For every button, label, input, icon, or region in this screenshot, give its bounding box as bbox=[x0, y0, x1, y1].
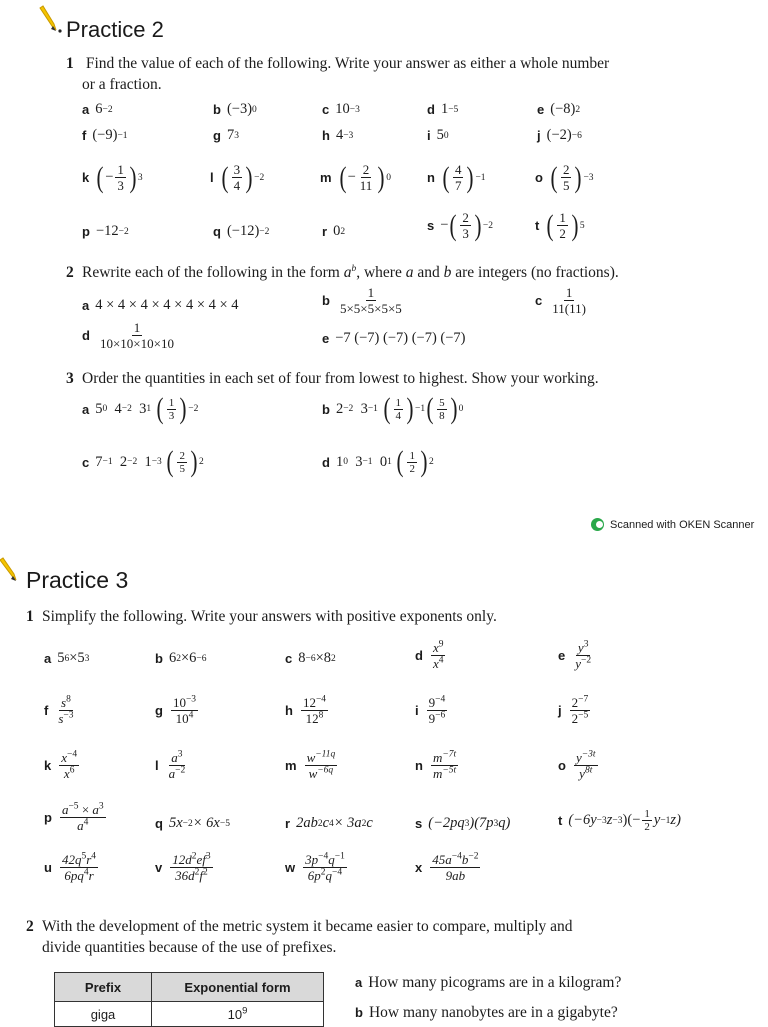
question-text: Simplify the following. Write your answers with positive exponents only. bbox=[42, 608, 497, 625]
p2-q3-item-b: b 2 −2 3 −1 ( $\frac{1}{4}$ ) −1 ( $\frac{5}{8}$ ) 0 bbox=[322, 392, 464, 425]
p2-q2-item-d: d $\frac{1}{10\times 10\times 10\times 10}$ bbox=[82, 320, 174, 351]
p2-q1-item-j: j (−2) −6 bbox=[537, 127, 582, 143]
p3-q2-sub-b: b How many nanobytes are in a gigabyte? bbox=[355, 1004, 618, 1021]
p3-q1-item-i: i $\frac{9^{-4}}{9^{-6}}$ bbox=[415, 694, 446, 726]
p2-q1-item-r: r 0 2 bbox=[322, 223, 346, 239]
p2-q2-item-c: c $\frac{1}{11(11)}$ bbox=[535, 285, 586, 316]
p3-question-1 bbox=[26, 606, 746, 627]
p2-q1-item-m: m ( − $\frac{2}{11}$ ) 0 bbox=[320, 160, 392, 194]
p3-q1-item-k: k $\frac{x^{-4}}{x^6}$ bbox=[44, 749, 78, 781]
p3-question-2 bbox=[26, 916, 746, 958]
scanner-logo-icon bbox=[591, 518, 604, 531]
p3-q1-item-b: b 6 2 × 6 −6 bbox=[155, 650, 207, 666]
practice-2-title: Practice 2 bbox=[66, 17, 164, 42]
p2-q3-item-c: c 7 −1 2 −2 1 −3 ( $\frac{2}{5}$ ) 2 bbox=[82, 445, 204, 478]
p2-q1-item-o: o ( $\frac{2}{5}$ ) −3 bbox=[535, 160, 594, 194]
p3-q1-item-o: o $\frac{y^{-3t}}{y^{8t}}$ bbox=[558, 749, 596, 781]
p2-q1-item-h: h 4 −3 bbox=[322, 127, 354, 143]
prefix-table bbox=[54, 972, 324, 1027]
p2-q1-item-n: n ( $\frac{4}{7}$ ) −1 bbox=[427, 160, 486, 194]
p3-q1-item-u: u $\frac{42q^5r^4}{6pq^4r}$ bbox=[44, 851, 97, 883]
question-text: With the development of the metric system it became easier to compare, multiply and bbox=[42, 918, 573, 935]
p3-q2-sub-a: a How many picograms are in a kilogram? bbox=[355, 974, 622, 991]
p2-q1-item-d: d 1 −5 bbox=[427, 101, 459, 117]
practice-3-title: Practice 3 bbox=[26, 567, 129, 593]
table-header: Prefix bbox=[55, 973, 152, 1002]
pencil-icon bbox=[36, 4, 62, 34]
question-number: 2 bbox=[66, 264, 74, 281]
question-number: 1 bbox=[66, 55, 74, 72]
pencil-icon bbox=[0, 554, 24, 584]
p2-q2-item-b: b $\frac{1}{5\times 5\times 5\times 5\times 5}$ bbox=[322, 285, 402, 316]
question-number: 3 bbox=[66, 370, 74, 387]
p2-question-1 bbox=[66, 53, 746, 95]
p3-q1-item-a: a 5 6 × 5 3 bbox=[44, 650, 90, 666]
table-header-row bbox=[55, 973, 324, 1002]
p3-q1-item-r: r 2ab 2 c 4 × 3a 2 c bbox=[285, 815, 373, 831]
p3-q1-item-p: p $\frac{a^{-5} \times a^3}{a^4}$ bbox=[44, 801, 104, 833]
question-number: 1 bbox=[26, 608, 34, 625]
p3-q1-item-x: x $\frac{45a^{-4}b^{-2}}{9ab}$ bbox=[415, 851, 479, 883]
p3-q1-item-q: q 5x −2 × 6x −5 bbox=[155, 815, 230, 831]
p3-q1-item-m: m $\frac{w^{-11q}}{w^{-6q}}$ bbox=[285, 749, 336, 781]
p2-q1-item-s: s − ( $\frac{2}{3}$ ) −2 bbox=[427, 208, 494, 242]
p2-question-2: 2 Rewrite each of the following in the form $a^b$, where a and b are integers (no fractions). bbox=[66, 263, 619, 281]
question-text-2: divide quantities because of the use of prefixes. bbox=[42, 939, 337, 956]
p2-q1-item-k: k ( − $\frac{1}{3}$ ) 3 bbox=[82, 160, 143, 194]
p3-q1-item-f: f $\frac{s^8}{s^{-3}}$ bbox=[44, 694, 74, 726]
p2-q3-item-d: d 1 0 3 −1 0 1 ( $\frac{1}{2}$ ) 2 bbox=[322, 445, 434, 478]
p2-q1-item-a: a 6 −2 bbox=[82, 101, 113, 117]
p3-q1-item-v: v $\frac{12d^2ef^3}{36d^2f^2}$ bbox=[155, 851, 211, 883]
p3-q1-item-w: w $\frac{3p^{-4}q^{-1}}{6p^2q^{-4}}$ bbox=[285, 851, 345, 883]
scanner-text: Scanned with OKEN Scanner bbox=[610, 518, 755, 531]
p2-q1-item-p: p −12 −2 bbox=[82, 223, 129, 239]
p3-q1-item-e: e $\frac{y^3}{y^{-2}}$ bbox=[558, 639, 592, 671]
p2-q1-item-i: i 5 0 bbox=[427, 127, 449, 143]
p2-q3-item-a: a 5 0 4 −2 3 1 ( $\frac{1}{3}$ ) −2 bbox=[82, 392, 199, 425]
p2-q1-item-q: q (−12) −2 bbox=[213, 223, 270, 239]
table-row bbox=[55, 1002, 324, 1027]
table-cell: giga bbox=[55, 1002, 152, 1027]
p2-q2-item-e: e −7 (−7) (−7) (−7) (−7) bbox=[322, 330, 466, 346]
table-header: Exponential form bbox=[152, 973, 324, 1002]
question-text: Find the value of each of the following. Write your answer as either a whole number bbox=[85, 55, 610, 72]
p2-q1-item-g: g 7 3 bbox=[213, 127, 239, 143]
p2-q1-item-e: e (−8) 2 bbox=[537, 101, 581, 117]
p2-q1-item-b: b (−3) 0 bbox=[213, 101, 257, 117]
p2-q1-item-c: c 10 −3 bbox=[322, 101, 360, 117]
scanner-watermark bbox=[591, 518, 754, 531]
p3-q1-item-t: t (−6y −3 z −3 )(− $\frac{1}{2}$ y −1 z) bbox=[558, 808, 681, 833]
p3-q1-item-g: g $\frac{10^{-3}}{10^4}$ bbox=[155, 694, 197, 726]
p2-q1-item-f: f (−9) −1 bbox=[82, 127, 128, 143]
question-text-2: or a fraction. bbox=[82, 76, 162, 93]
p3-q1-item-l: l $\frac{a^3}{a^{-2}}$ bbox=[155, 749, 186, 781]
p2-q1-item-l: l ( $\frac{3}{4}$ ) −2 bbox=[210, 160, 265, 194]
p3-q1-item-c: c 8 −6 × 8 2 bbox=[285, 650, 336, 666]
p3-q1-item-d: d $\frac{x^9}{x^4}$ bbox=[415, 639, 444, 671]
p2-q1-item-t: t ( $\frac{1}{2}$ ) 5 bbox=[535, 208, 585, 242]
p2-q2-item-a: a 4 × 4 × 4 × 4 × 4 × 4 × 4 bbox=[82, 297, 239, 313]
p3-q1-item-s: s (−2pq 3 )(7p 3 q) bbox=[415, 815, 511, 831]
question-text: Order the quantities in each set of four from lowest to highest. Show your working. bbox=[82, 370, 599, 387]
p3-q1-item-h: h $\frac{12^{-4}}{12^8}$ bbox=[285, 694, 327, 726]
question-number: 2 bbox=[26, 918, 34, 935]
p3-q1-item-j: j $\frac{2^{-7}}{2^{-5}}$ bbox=[558, 694, 589, 726]
p3-q1-item-n: n $\frac{m^{-7t}}{m^{-5t}}$ bbox=[415, 749, 457, 781]
p2-question-3 bbox=[66, 368, 746, 389]
table-cell: $10^9$ bbox=[152, 1002, 324, 1027]
